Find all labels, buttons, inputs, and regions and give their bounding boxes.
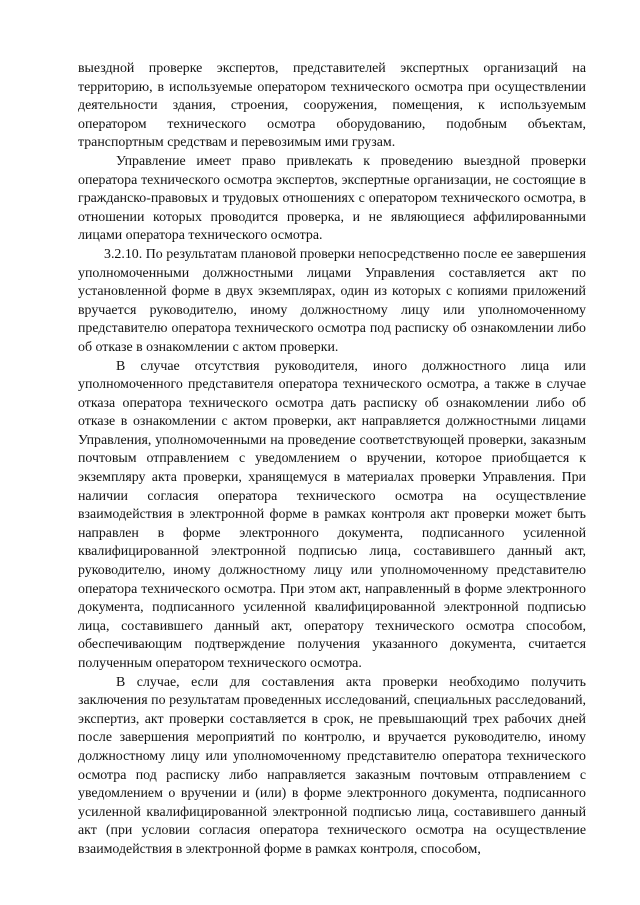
paragraph-continuation: выездной проверке экспертов, представителей экспертных организаций на территорию, в используемые оператором технического осмотра при осуществлении деятельности здания, строения, сооружения, помещения, к используемым оператором технического осмотра оборудованию, подобным объектам, транспортным средствам и перевозимым ими грузам. bbox=[78, 61, 586, 151]
document-page bbox=[78, 60, 586, 860]
paragraph-absence-case: В случае отсутствия руководителя, иного должностного лица или уполномоченного представителя оператора технического осмотра, а также в случае отказа оператора технического осмотра дать расписку об ознакомлении либо об отказе в ознакомлении с актом проверки, акт направляется должностными лицами Управления, уполномоченными на проведение соответствующей проверки, заказным почтовым отправлением с уведомлением о вручении, которое приобщается к экземпляру акта проверки, хранящемуся в материалах проверки Управления. При наличии согласия оператора технического осмотра на осуществление взаимодействия в электронной форме в рамках контроля акт проверки может быть направлен в форме электронного документа, подписанного усиленной квалифицированной электронной подписью лица, составившего данный акт, руководителю, иному должностному лицу или уполномоченному представителю оператора технического осмотра. При этом акт, направленный в форме электронного документа, подписанного усиленной квалифицированной электронной подписью лица, составившего данный акт, оператору технического осмотра способом, обеспечивающим подтверждение получения указанного документа, считается полученным оператором технического осмотра. bbox=[78, 358, 586, 671]
paragraph-expert-involvement: Управление имеет право привлекать к проведению выездной проверки оператора технического осмотра экспертов, экспертные организации, не состоящие в гражданско-правовых и трудовых отношениях с оператором технического осмотра, в отношении которых проводится проверка, и не являющиеся аффилированными лицами оператора технического осмотра. bbox=[78, 153, 586, 244]
paragraph-conclusions-case: В случае, если для составления акта проверки необходимо получить заключения по результатам проведенных исследований, специальных расследований, экспертиз, акт проверки составляется в срок, не превышающий трех рабочих дней после завершения мероприятий по контролю, и вручается руководителю, иному должностному лицу или уполномоченному представителю оператора технического осмотра под расписку либо направляется заказным почтовым отправлением с уведомлением о вручении и (или) в форме электронного документа, подписанного усиленной квалифицированной электронной подписью лица, составившего данный акт (при условии согласия оператора технического осмотра на осуществление взаимодействия в электронной форме в рамках контроля, способом, bbox=[78, 674, 586, 857]
paragraph-3-2-10: 3.2.10. По результатам плановой проверки непосредственно после ее завершения уполномоченными должностными лицами Управления составляется акт по установленной форме в двух экземплярах, один из которых с копиями приложений вручается руководителю, иному должностному лицу или уполномоченному представителю оператора технического осмотра под расписку об ознакомлении либо об отказе в ознакомлении с актом проверки. bbox=[78, 246, 586, 355]
